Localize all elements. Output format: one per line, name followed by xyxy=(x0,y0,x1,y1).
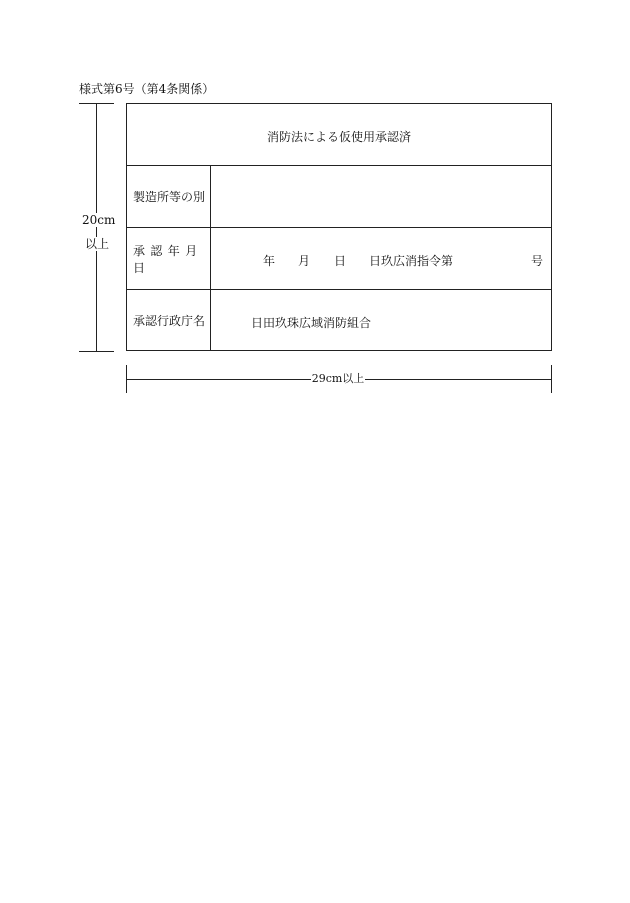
authority-name: 日田玖珠広域消防組合 xyxy=(251,316,372,330)
facility-type-label-text: 製造所等の別 xyxy=(133,190,206,204)
height-dimension-value: 20cm xyxy=(82,213,116,227)
approval-date-row xyxy=(127,228,551,290)
authority-row xyxy=(127,290,551,350)
facility-type-value xyxy=(211,166,551,227)
authority-label-text: 承認行政庁名 xyxy=(133,313,206,328)
form-number-label: 様式第6号（第4条関係） xyxy=(79,82,215,96)
approval-date-label xyxy=(127,228,211,289)
height-dimension-line xyxy=(96,103,97,351)
height-dimension-bottom-cap xyxy=(79,351,114,352)
authority-label xyxy=(127,290,211,350)
month-marker: 月 xyxy=(298,254,311,268)
approval-reference-suffix: 号 xyxy=(531,254,544,268)
year-marker: 年 xyxy=(263,254,276,268)
approval-reference-prefix: 日玖広消指令第 xyxy=(369,254,454,268)
approval-date-value xyxy=(211,228,551,289)
facility-type-label xyxy=(127,166,211,227)
authority-value xyxy=(211,290,551,350)
day-marker: 日 xyxy=(334,254,347,268)
stamp-title: 消防法による仮使用承認済 xyxy=(266,130,411,144)
stamp-header-row xyxy=(127,104,551,166)
facility-type-row xyxy=(127,166,551,228)
width-dimension-label: 29cm以上 xyxy=(311,372,365,385)
approval-stamp-table xyxy=(126,103,552,351)
height-dimension-suffix: 以上 xyxy=(82,237,112,251)
approval-date-label-text: 承認年月日 xyxy=(133,243,203,275)
